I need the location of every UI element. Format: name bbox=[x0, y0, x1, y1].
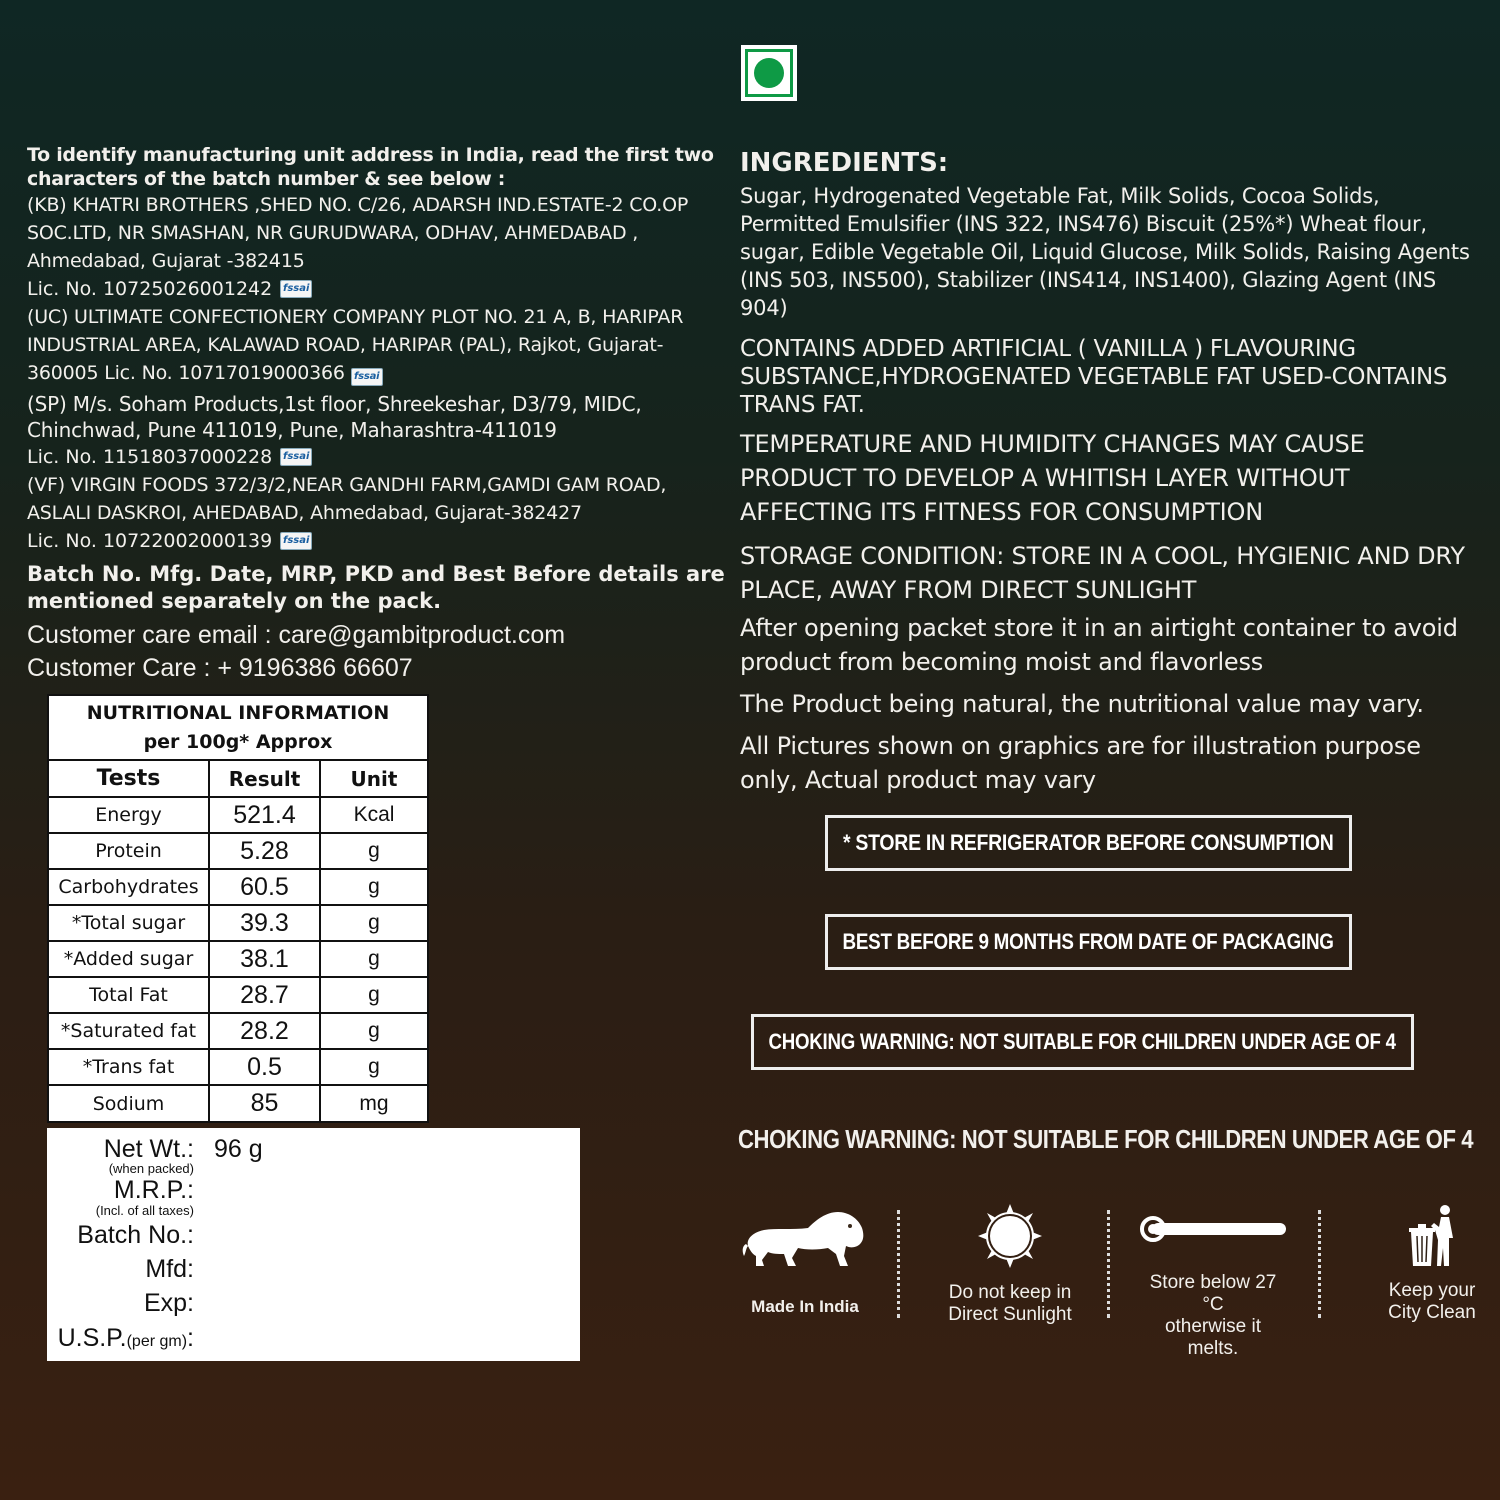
result-cell: 85 bbox=[209, 1085, 320, 1121]
test-cell: *Added sugar bbox=[49, 941, 209, 977]
mrp-label: M.R.P.: bbox=[113, 1176, 194, 1204]
result-cell: 521.4 bbox=[209, 797, 320, 833]
table-row bbox=[49, 797, 427, 833]
fssai-logo-icon: fssai bbox=[280, 280, 312, 298]
usp-colon: : bbox=[187, 1324, 194, 1352]
divider bbox=[897, 1210, 900, 1318]
net-weight-value: 96 g bbox=[214, 1135, 263, 1163]
license-number: Lic. No. 10722002000139 bbox=[27, 530, 273, 552]
sunlight-item bbox=[940, 1204, 1080, 1326]
test-cell: *Trans fat bbox=[49, 1049, 209, 1085]
ingredients-title: INGREDIENTS: bbox=[740, 148, 949, 178]
city-clean-label-line1: Keep your bbox=[1388, 1280, 1476, 1301]
storage-temp-label-line1: Store below 27 °C bbox=[1149, 1272, 1277, 1315]
choking-warning-text: CHOKING WARNING: NOT SUITABLE FOR CHILDREN UNDER AGE OF 4 bbox=[768, 1029, 1397, 1054]
result-cell: 28.2 bbox=[209, 1013, 320, 1049]
usp-note: (per gm) bbox=[126, 1333, 188, 1350]
divider bbox=[1318, 1210, 1321, 1318]
divider bbox=[1107, 1210, 1110, 1318]
exp-label: Exp: bbox=[143, 1289, 194, 1317]
result-cell: 5.28 bbox=[209, 833, 320, 869]
sunlight-label-line1: Do not keep in bbox=[948, 1282, 1072, 1303]
license-number: Lic. No. 10717019000366 bbox=[104, 362, 345, 384]
city-clean-item bbox=[1380, 1204, 1484, 1324]
net-weight-note: (when packed) bbox=[108, 1161, 194, 1176]
test-cell: Protein bbox=[49, 833, 209, 869]
temperature-notice: TEMPERATURE AND HUMIDITY CHANGES MAY CAUSE PRODUCT TO DEVELOP A WHITISH LAYER WITHOUT AFFECTING ITS FITNESS FOR CONSUMPTION bbox=[740, 430, 1365, 526]
unit-cell: g bbox=[320, 905, 427, 941]
unit-cell: g bbox=[320, 977, 427, 1013]
made-in-india-item bbox=[740, 1208, 870, 1318]
address-heading: To identify manufacturing unit address in India, read the first two characters of the batch number & see below : bbox=[27, 144, 714, 190]
customer-care-phone: Customer Care : + 9196386 66607 bbox=[27, 654, 413, 682]
test-cell: *Saturated fat bbox=[49, 1013, 209, 1049]
test-cell: Carbohydrates bbox=[49, 869, 209, 905]
refrigerate-box bbox=[825, 815, 1352, 871]
best-before-text: BEST BEFORE 9 MONTHS FROM DATE OF PACKAGING bbox=[842, 929, 1335, 954]
storage-temp-label-line2: otherwise it melts. bbox=[1164, 1316, 1262, 1359]
unit-cell: g bbox=[320, 833, 427, 869]
column-header: Unit bbox=[320, 761, 427, 797]
license-sp bbox=[27, 443, 727, 471]
storage-condition: STORAGE CONDITION: STORE IN A COOL, HYGIENIC AND DRY PLACE, AWAY FROM DIRECT SUNLIGHT bbox=[740, 542, 1465, 604]
unit-cell: mg bbox=[320, 1085, 427, 1121]
license-number: Lic. No. 10725026001242 bbox=[27, 278, 273, 300]
customer-care-email: Customer care email : care@gambitproduct.com bbox=[27, 621, 566, 649]
usp-text: U.S.P. bbox=[57, 1324, 127, 1352]
table-header-row bbox=[49, 761, 427, 797]
result-cell: 60.5 bbox=[209, 869, 320, 905]
table-row bbox=[49, 833, 427, 869]
unit-address-vf: (VF) VIRGIN FOODS 372/3/2,NEAR GANDHI FARM,GAMDI GAM ROAD, ASLALI DASKROI, AHEDABAD, Ahmedabad, Gujarat-382427 bbox=[27, 474, 667, 524]
pictures-disclaimer: All Pictures shown on graphics are for illustration purpose only, Actual product may vary bbox=[740, 732, 1421, 794]
manufacturer-info bbox=[27, 143, 727, 685]
unit-cell: g bbox=[320, 941, 427, 977]
unit-address-kb: (KB) KHATRI BROTHERS ,SHED NO. C/26, ADARSH IND.ESTATE-2 CO.OP SOC.LTD, NR SMASHAN, NR GURUDWARA, ODHAV, AHMEDABAD , Ahmedabad, Gujarat -382415 bbox=[27, 194, 689, 272]
table-row bbox=[49, 1085, 427, 1121]
unit-cell: Kcal bbox=[320, 797, 427, 833]
address-text: (UC) ULTIMATE CONFECTIONERY COMPANY PLOT NO. 21 A, B, HARIPAR INDUSTRIAL AREA, KALAWAD ROAD, HARIPAR (PAL), Rajkot, Gujarat-360005 bbox=[27, 306, 684, 384]
unit-cell: g bbox=[320, 1013, 427, 1049]
test-cell: *Total sugar bbox=[49, 905, 209, 941]
fssai-logo-icon: fssai bbox=[280, 532, 312, 550]
natural-note: The Product being natural, the nutritional value may vary. bbox=[740, 690, 1424, 718]
license-number: Lic. No. 11518037000228 bbox=[27, 446, 273, 468]
table-row bbox=[49, 977, 427, 1013]
column-header: Tests bbox=[49, 761, 209, 797]
sun-icon bbox=[978, 1204, 1042, 1268]
unit-cell: g bbox=[320, 869, 427, 905]
mfd-label: Mfd: bbox=[145, 1255, 194, 1283]
unit-address-uc bbox=[27, 303, 727, 387]
choking-warning-line: CHOKING WARNING: NOT SUITABLE FOR CHILDREN UNDER AGE OF 4 bbox=[738, 1124, 1474, 1154]
unit-address-sp: (SP) M/s. Soham Products,1st floor, Shreekeshar, D3/79, MIDC, Chinchwad, Pune 411019, Pune, Maharashtra-411019 bbox=[27, 392, 642, 442]
result-cell: 39.3 bbox=[209, 905, 320, 941]
table-row bbox=[49, 1049, 427, 1085]
fssai-logo-icon: fssai bbox=[280, 448, 312, 466]
unit-cell: g bbox=[320, 1049, 427, 1085]
mrp-note: (Incl. of all taxes) bbox=[95, 1203, 194, 1218]
contains-notice: CONTAINS ADDED ARTIFICIAL ( VANILLA ) FLAVOURING SUBSTANCE,HYDROGENATED VEGETABLE FAT USED-CONTAINS TRANS FAT. bbox=[740, 336, 1448, 418]
sunlight-label-line2: Direct Sunlight bbox=[948, 1304, 1072, 1325]
test-cell: Energy bbox=[49, 797, 209, 833]
table-row bbox=[49, 869, 427, 905]
table-row bbox=[49, 905, 427, 941]
net-weight-label: Net Wt.: bbox=[103, 1135, 194, 1163]
ingredients-text: Sugar, Hydrogenated Vegetable Fat, Milk Solids, Cocoa Solids, Permitted Emulsifier (INS 322, INS476) Biscuit (25%*) Wheat flour, sugar, Edible Vegetable Oil, Liquid Glucose, Milk Solids, Raising Agents (INS 503, INS500), Stabilizer (INS414, INS1400), Glazing Agent (INS 904) bbox=[740, 184, 1470, 320]
city-clean-label-line2: City Clean bbox=[1388, 1302, 1476, 1323]
license-vf bbox=[27, 527, 727, 555]
trash-bin-icon bbox=[1407, 1204, 1457, 1268]
test-cell: Total Fat bbox=[49, 977, 209, 1013]
best-before-box bbox=[825, 914, 1352, 970]
veg-symbol-icon bbox=[741, 45, 797, 101]
thermometer-icon bbox=[1138, 1212, 1288, 1246]
made-in-india-label: Made In India bbox=[751, 1297, 859, 1316]
column-header: Result bbox=[209, 761, 320, 797]
choking-warning-box bbox=[751, 1014, 1414, 1070]
nutrition-table bbox=[47, 694, 429, 1123]
test-cell: Sodium bbox=[49, 1085, 209, 1121]
nutrition-title: NUTRITIONAL INFORMATION bbox=[86, 702, 390, 724]
result-cell: 38.1 bbox=[209, 941, 320, 977]
license-kb bbox=[27, 275, 727, 303]
nutrition-header bbox=[49, 696, 427, 761]
batch-label: Batch No.: bbox=[77, 1221, 194, 1249]
result-cell: 28.7 bbox=[209, 977, 320, 1013]
usp-label bbox=[58, 1325, 194, 1355]
fssai-logo-icon: fssai bbox=[351, 368, 383, 386]
result-cell: 0.5 bbox=[209, 1049, 320, 1085]
batch-note: Batch No. Mfg. Date, MRP, PKD and Best Before details are mentioned separately on the pack. bbox=[27, 562, 725, 613]
after-opening-note: After opening packet store it in an airtight container to avoid product from becoming moist and flavorless bbox=[740, 614, 1458, 676]
pack-info-box bbox=[47, 1128, 580, 1361]
lion-icon bbox=[742, 1208, 868, 1270]
table-row bbox=[49, 941, 427, 977]
product-info bbox=[740, 146, 1470, 797]
table-row bbox=[49, 1013, 427, 1049]
storage-temp-item bbox=[1138, 1212, 1288, 1360]
nutrition-subtitle: per 100g* Approx bbox=[143, 731, 333, 753]
refrigerate-text: * STORE IN REFRIGERATOR BEFORE CONSUMPTION bbox=[843, 830, 1334, 855]
